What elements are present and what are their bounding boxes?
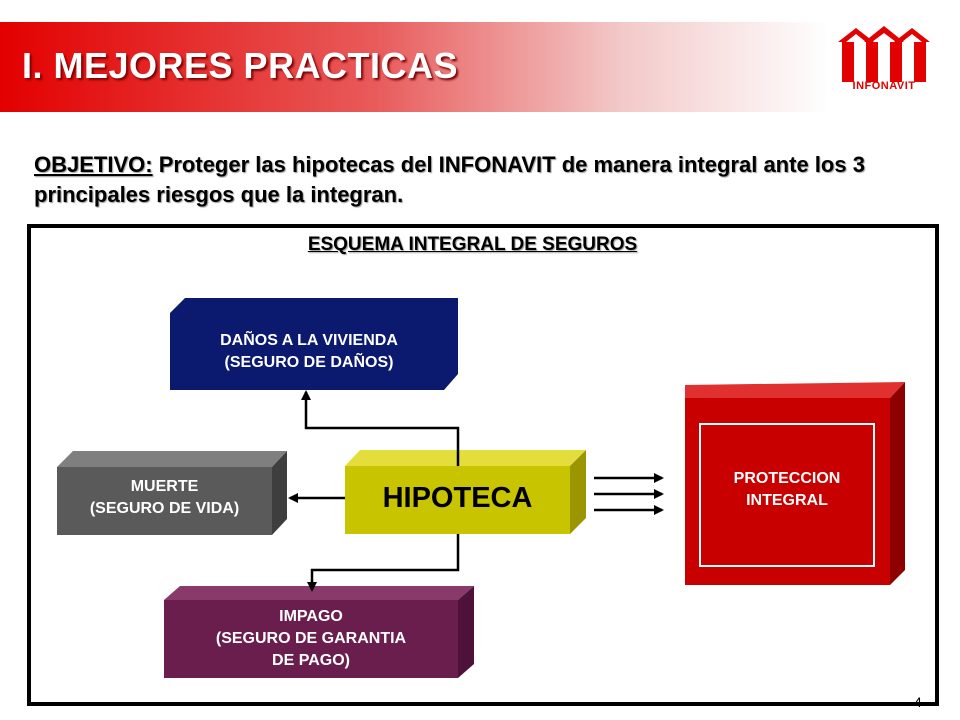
proteccion-line2: INTEGRAL xyxy=(746,492,828,509)
page-number: 4 xyxy=(914,694,922,710)
arrow-to-impago xyxy=(312,534,458,590)
proteccion-label xyxy=(700,468,874,512)
hipoteca-label: HIPOTECA xyxy=(382,482,533,514)
impago-line2: (SEGURO DE GARANTIA xyxy=(215,630,407,647)
objective-body: Proteger las hipotecas del INFONAVIT de manera integral ante los 3 principales riesgos que la integran. xyxy=(34,152,865,207)
danos-line2: (SEGURO DE DAÑOS) xyxy=(224,354,394,371)
proteccion-line1: PROTECCION xyxy=(733,470,841,487)
muerte-line1: MUERTE xyxy=(130,478,199,495)
logo-text: INFONAVIT xyxy=(852,80,916,92)
danos-label xyxy=(170,330,448,374)
danos-line1: DAÑOS A LA VIVIENDA xyxy=(220,332,398,349)
page-title: I. MEJORES PRACTICAS xyxy=(22,45,459,86)
muerte-line2: (SEGURO DE VIDA) xyxy=(89,500,240,517)
diagram-title: ESQUEMA INTEGRAL DE SEGUROS xyxy=(307,234,638,255)
impago-label xyxy=(164,606,458,672)
objective-label: OBJETIVO: xyxy=(34,152,153,177)
muerte-label xyxy=(57,476,272,520)
impago-line1: IMPAGO xyxy=(279,608,343,625)
impago-line3: DE PAGO) xyxy=(272,652,350,669)
